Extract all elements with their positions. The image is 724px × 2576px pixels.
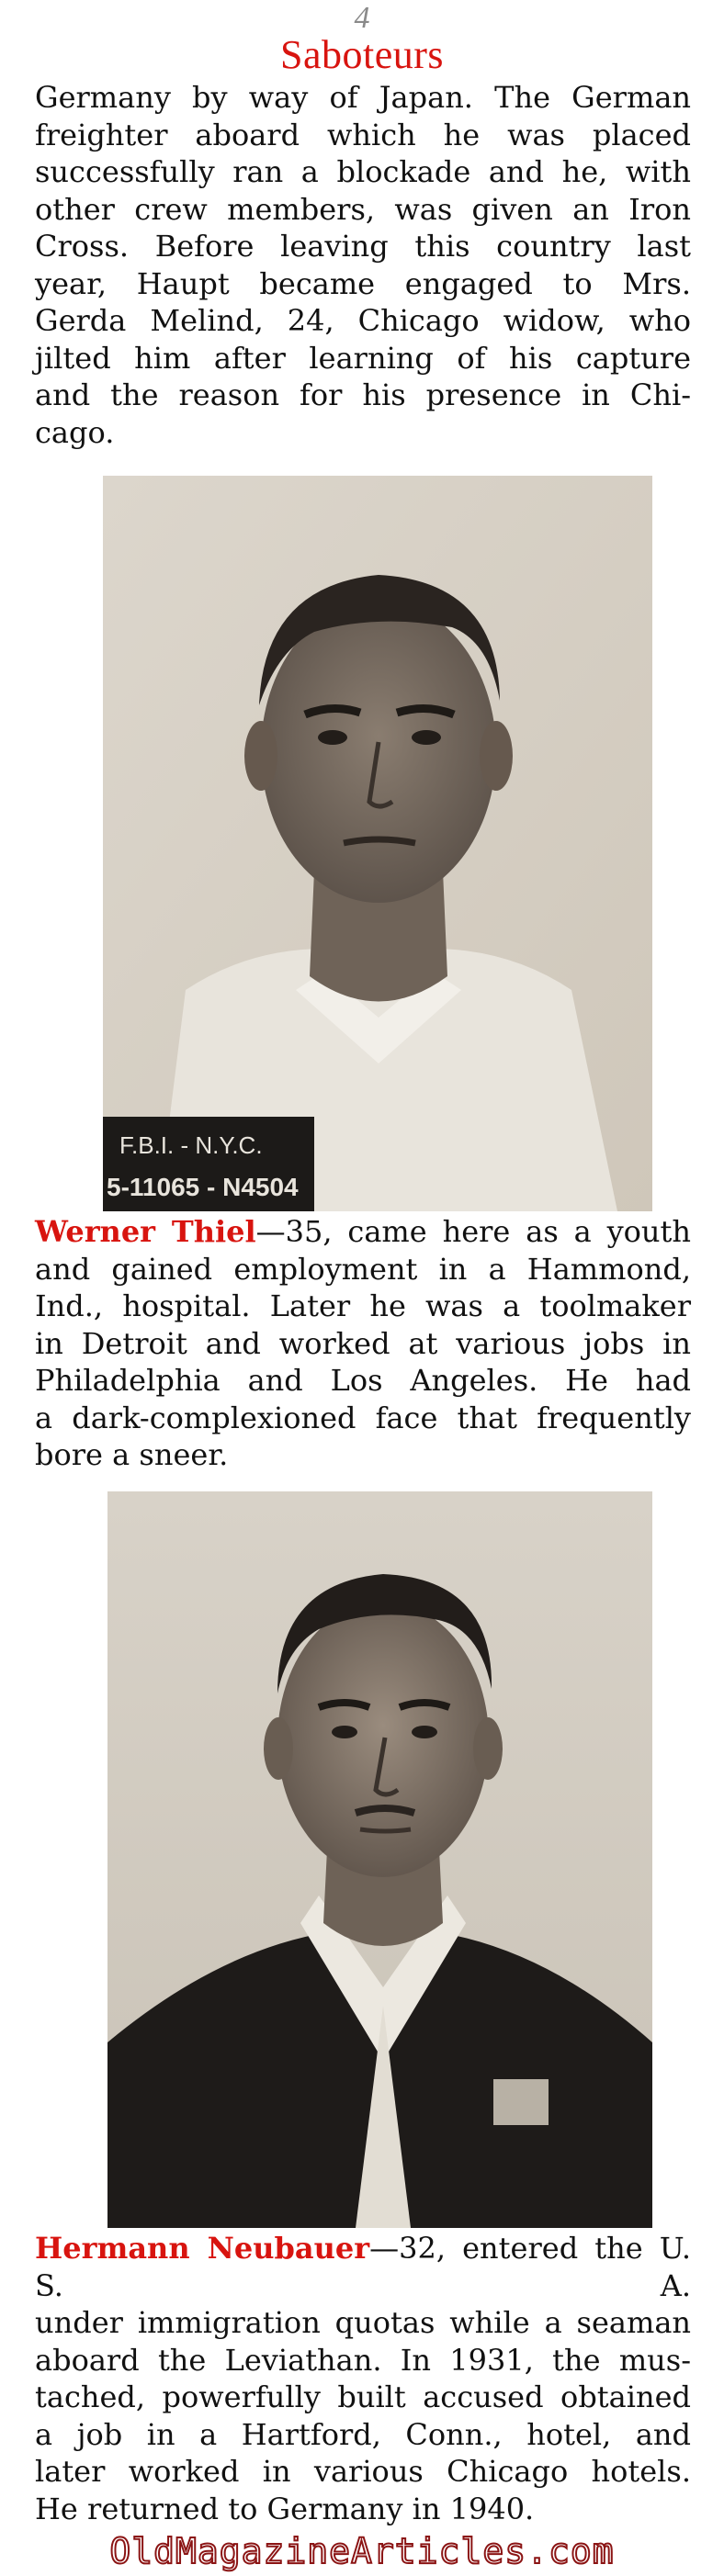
watermark-text: OldMagazineArticles.com — [109, 2531, 615, 2571]
text-span: —32, entered the U. S. A. — [35, 2231, 692, 2303]
text-line: later worked in various Chicago hotels. — [35, 2454, 691, 2489]
running-head: Saboteurs — [279, 32, 445, 77]
neubauer-portrait — [107, 1491, 652, 2228]
text-line: Germany by way of Japan. The German — [35, 80, 691, 115]
text-line: and the reason for his presence in Chi- — [35, 377, 691, 412]
text-line: jilted him after learning of his capture — [35, 340, 691, 376]
text-line: cago. — [35, 414, 115, 450]
neubauer-name: Hermann Neubauer — [35, 2231, 370, 2266]
thiel-photo — [103, 476, 652, 1211]
neubauer-paragraph — [35, 2230, 691, 2527]
text-line: in Detroit and worked at various jobs in — [35, 1325, 691, 1361]
page-number: 4 — [354, 1, 370, 35]
neubauer-photo — [107, 1491, 652, 2228]
text-span: —35, came here as a youth — [255, 1214, 692, 1249]
thiel-name: Werner Thiel — [35, 1214, 256, 1249]
text-line: a job in a Hartford, Conn., hotel, and — [35, 2416, 691, 2452]
text-line: Philadelphia and Los Angeles. He had — [35, 1363, 691, 1398]
text-line: Ind., hospital. Later he was a toolmaker — [35, 1288, 691, 1323]
text-line: Gerda Melind, 24, Chicago widow, who — [35, 303, 691, 338]
text-line: aboard the Leviathan. In 1931, the mus- — [35, 2342, 691, 2378]
text-line: Cross. Before leaving this country last — [35, 229, 691, 264]
text-line: a dark-complexioned face that frequently — [35, 1400, 691, 1435]
thiel-portrait — [103, 476, 652, 1211]
placard-line-2: 5-11065 - N4504 — [107, 1173, 299, 1201]
text-line: year, Haupt became engaged to Mrs. — [35, 265, 691, 301]
placard-line-1: F.B.I. - N.Y.C. — [119, 1131, 263, 1159]
text-line — [35, 2230, 691, 2304]
intro-paragraph — [35, 79, 691, 451]
text-line: tached, powerfully built accused obtained — [35, 2379, 691, 2414]
text-line: bore a sneer. — [35, 1437, 229, 1472]
text-line: under immigration quotas while a seaman — [35, 2305, 691, 2340]
text-line — [35, 1213, 691, 1251]
text-line: successfully ran a blockade and he, with — [35, 154, 691, 189]
text-line: He returned to Germany in 1940. — [35, 2491, 535, 2526]
text-line: other crew members, was given an Iron — [35, 191, 691, 227]
watermark-logo — [0, 2530, 724, 2572]
text-line: and gained employment in a Hammond, — [35, 1251, 691, 1287]
text-line: freighter aboard which he was placed — [35, 117, 691, 152]
thiel-paragraph — [35, 1213, 691, 1474]
footer-watermark — [0, 2530, 724, 2572]
